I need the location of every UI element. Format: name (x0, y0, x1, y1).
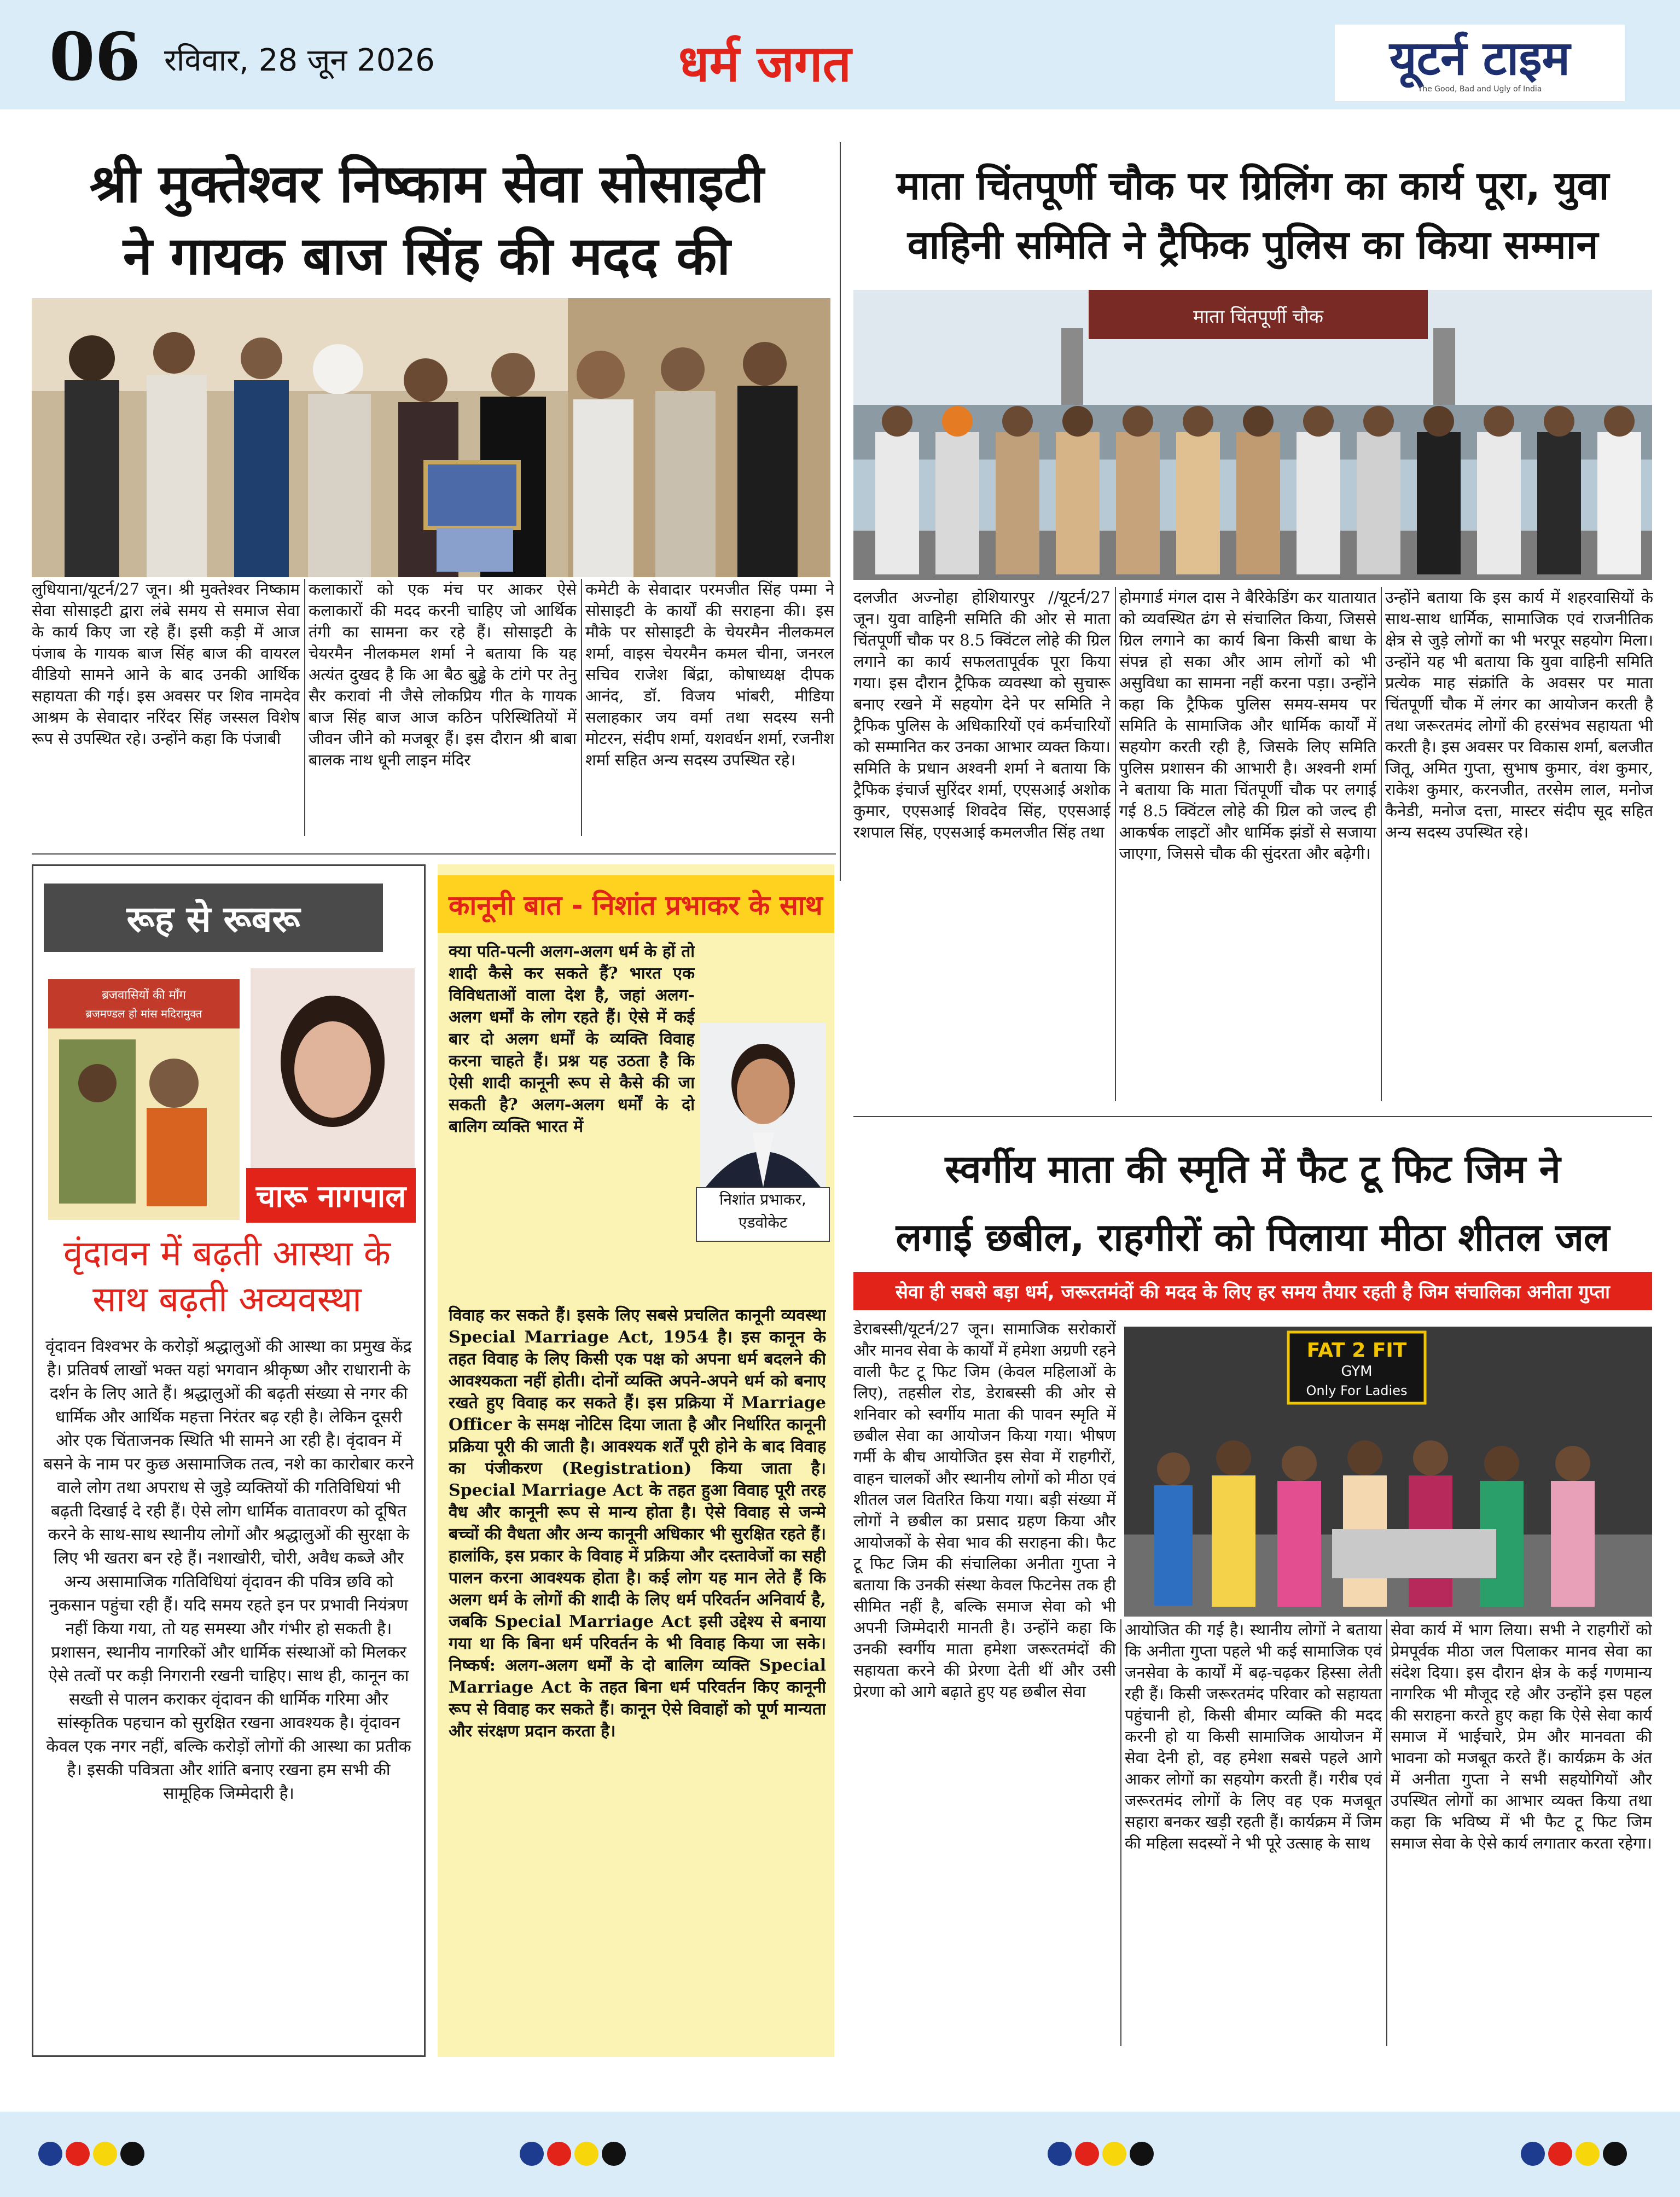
column-divider (304, 579, 305, 836)
law-column-label: कानूनी बात - निशांत प्रभाकर के साथ (438, 875, 834, 933)
yellow-dot (574, 2142, 598, 2166)
story1-headline (22, 148, 832, 292)
issue-date: रविवार, 28 जून 2026 (164, 43, 435, 78)
blue-dot (1521, 2142, 1545, 2166)
story2-headline-line2: वाहिनी समिति ने ट्रैफिक पुलिस का किया सम्मान (907, 222, 1598, 268)
photo-banner-text: माता चिंतपूर्णी चौक (1193, 306, 1323, 328)
black-dot (1603, 2142, 1627, 2166)
column-divider (1120, 1619, 1121, 2046)
red-dot (1548, 2142, 1572, 2166)
page-footer (0, 2112, 1680, 2197)
story1-col3: कमेटी के सेवादार परमजीत सिंह पम्मा ने सोसाइटी के कार्यों की सराहना की। इस मौके पर सोसाइटी के चेयरमैन नीलकमल शर्मा, वाइस चेयरमैन कमल चीना, जनरल सचिव राजेश बिंद्रा, कोषाध्यक्ष दीपक आनंद, डॉ. विजय भांबरी, मीडिया सलाहकार जय वर्मा तथा सदस्य सनी मोटरन, संदीप शर्मा, यशवर्धन शर्मा, रजनीश शर्मा सहित अन्य सदस्य उपस्थित रहे। (585, 580, 834, 769)
blue-dot (1048, 2142, 1072, 2166)
page-number: 06 (49, 19, 141, 96)
story2-col2: होमगार्ड मंगल दास ने बैरिकेडिंग कर यातायात को व्यवस्थित ढंग से संचालित किया, जिससे ग्रिल लगाने का कार्य बिना किसी बाधा के संपन्न हो सका और आम लोगों को भी असुविधा का सामना नहीं करना पड़ा। उन्होंने कहा कि ट्रैफिक पुलिस समय-समय पर समिति के सामाजिक और धार्मिक कार्यों में सहयोग करती रही है, जिसके लिए समिति पुलिस प्रशासन की आभारी है। अश्वनी शर्मा ने बताया कि माता चिंतपूर्णी चौक पर लगाई गई 8.5 क्विंटल लोहे की ग्रिल को जल्द ही आकर्षक लाइटों और धार्मिक झंडों से सजाया जाएगा, जिससे चौक की सुंदरता और बढ़ेगी। (1119, 588, 1376, 863)
column-divider (1381, 587, 1382, 1101)
column-divider (581, 579, 582, 836)
law-intro: क्या पति-पत्नी अलग-अलग धर्म के हों तो शादी कैसे कर सकते हैं? भारत एक विविधताओं वाला देश है, जहां अलग-अलग धर्मों के लोग रहते हैं। ऐसे में कई बार दो अलग धर्मों के व्यक्ति विवाह करना चाहते हैं। प्रश्न यह उठता है कि ऐसी शादी कानूनी रूप से कैसे की जा सकती है? अलग-अलग धर्मों के दो बालिग व्यक्ति भारत में (449, 942, 695, 1136)
color-marks-2 (520, 2142, 626, 2166)
blue-dot (38, 2142, 62, 2166)
story1-col2: कलाकारों को एक मंच पर आकर ऐसे कलाकारों की मदद करनी चाहिए जो आर्थिक तंगी का सामना कर रहे हैं। सोसाइटी के चेयरमैन नीलकमल शर्मा ने बताया कि यह अत्यंत दुखद है कि आ बैठ बुड्ढे के टांगे पर तेनु सैर करावां नी जैसे लोकप्रिय गीत के गायक बाज सिंह बाज आज कठिन परिस्थितियों में जीवन जीने को मजबूर हैं। इस दौरान श्री बाबा बालक नाथ धूनी लाइन मंदिर (309, 580, 577, 769)
logo-tagline: The Good, Bad and Ugly of India (1417, 85, 1542, 94)
color-marks-3 (1048, 2142, 1154, 2166)
column-divider (1115, 587, 1116, 1101)
story-divider (853, 1116, 1652, 1117)
story3-col1: डेराबस्सी/यूटर्न/27 जून। सामाजिक सरोकारों और मानव सेवा के कार्यों में हमेशा अग्रणी रहने वाली फैट टू फिट जिम (केवल महिलाओं के लिए), तहसील रोड, डेराबस्सी की ओर से शनिवार को स्वर्गीय माता की पावन स्मृति में छबील सेवा का आयोजन किया गया। भीषण गर्मी के बीच आयोजित इस सेवा में राहगीरों, वाहन चालकों और स्थानीय लोगों को मीठा एवं शीतल जल वितरित किया गया। बड़ी संख्या में लोगों ने छबील का प्रसाद ग्रहण किया और आयोजकों के सेवा भाव की सराहना की। फैट टू फिट जिम की संचालिका अनीता गुप्ता ने बताया कि उनकी संस्था केवल फिटनेस तक ही सीमित नहीं है, बल्कि समाज सेवा को भी अपनी जिम्मेदारी मानती है। उन्होंने कहा कि उनकी स्वर्गीय माता हमेशा जरूरतमंदों की सहायता करने की प्रेरणा देती थीं और उसी प्रेरणा को आगे बढ़ाते हुए यह छबील सेवा (853, 1320, 1116, 1701)
story3-headline-line1: स्वर्गीय माता की स्मृति में फैट टू फिट जिम ने (945, 1147, 1561, 1192)
yellow-dot (93, 2142, 117, 2166)
story3-photo (1124, 1327, 1652, 1617)
book-caption-line1: ब्रजवासियों की माँग (102, 989, 186, 1002)
advocate-photo (700, 1023, 826, 1187)
law-body: विवाह कर सकते हैं। इसके लिए सबसे प्रचलित कानूनी व्यवस्था Special Marriage Act, 1954 है। इस कानून के तहत विवाह के लिए किसी एक पक्ष को अपना धर्म बदलने की आवश्यकता नहीं होती। दोनों व्यक्ति अपने-अपने धर्म को बनाए रखते हुए विवाह कर सकते हैं। इस प्रक्रिया में Marriage Officer के समक्ष नोटिस दिया जाता है और निर्धारित कानूनी प्रक्रिया पूरी की जाती है। आवश्यक शर्तें पूरी होने के बाद विवाह का पंजीकरण (Registration) किया जाता है। Special Marriage Act के तहत हुआ विवाह पूरी तरह वैध और कानूनी रूप से मान्य होता है। ऐसे विवाह से जन्मे बच्चों की वैधता और अन्य कानूनी अधिकार भी सुरक्षित रहते हैं। हालांकि, इस प्रकार के विवाह में प्रक्रिया और दस्तावेजों का सही पालन करना आवश्यक होता है। कई लोग यह मान लेते हैं कि अलग धर्म के लोगों की शादी के लिए धर्म परिवर्तन अनिवार्य है, जबकि Special Marriage Act इसी उद्देश्य से बनाया गया था कि बिना धर्म परिवर्तन के भी विवाह किया जा सके। निष्कर्ष: अलग-अलग धर्मों के दो बालिग व्यक्ति Special Marriage Act के तहत बिना धर्म परिवर्तन किए कानूनी रूप से विवाह कर सकते हैं। कानून ऐसे विवाहों को पूर्ण मान्यता और संरक्षण प्रदान करता है। (449, 1306, 826, 1741)
newspaper-logo (1335, 25, 1625, 101)
color-marks-1 (38, 2142, 144, 2166)
blue-dot (520, 2142, 544, 2166)
black-dot (602, 2142, 626, 2166)
story2-headline (851, 156, 1655, 274)
rooh-column-label: रूह से रूबरू (44, 884, 383, 952)
column-divider (1386, 1619, 1387, 2046)
story2-headline-line1: माता चिंतपूर्णी चौक पर ग्रिलिंग का कार्य पूरा, युवा (896, 162, 1609, 208)
story2-col3: उन्होंने बताया कि इस कार्य में शहरवासियों के साथ-साथ धार्मिक, सामाजिक एवं राजनीतिक क्षेत्र से जुड़े लोगों का भी भरपूर सहयोग मिला। उन्होंने यह भी बताया कि युवा वाहिनी समिति प्रत्येक माह संक्रांति के अवसर पर माता चिंतपूर्णी चौक में लंगर का आयोजन करती है तथा जरूरतमंद लोगों की हरसंभव सहायता भी करती है। इस अवसर पर विकास शर्मा, बलजीत जितू, अमित गुप्ता, सुभाष कुमार, वंश कुमार, राकेश कुमार, करनजीत, तरसेम लाल, मनोज कैनेडी, मनोज दत्ता, मास्टर संदीप सूद सहित अन्य सदस्य उपस्थित रहे। (1385, 588, 1653, 841)
red-dot (66, 2142, 90, 2166)
story3-col3: सेवा कार्य में भाग लिया। सभी ने राहगीरों को प्रेमपूर्वक मीठा जल पिलाकर मानव सेवा का संदेश दिया। इस दौरान क्षेत्र के कई गणमान्य नागरिक भी मौजूद रहे और उन्होंने इस पहल की सराहना करते हुए कहा कि ऐसे सेवा कार्य समाज में भाईचारे, प्रेम और मानवता की भावना को मजबूत करते हैं। कार्यक्रम के अंत में अनीता गुप्ता ने सभी सहयोगियों और उपस्थित लोगों का आभार व्यक्त किया तथा कहा कि भविष्य में भी फैट टू फिट जिम समाज सेवा के ऐसे कार्य लगातार करता रहेगा। (1391, 1620, 1652, 1852)
story-divider (32, 853, 836, 855)
story1-photo (32, 298, 830, 577)
book-cover-image (48, 979, 240, 1220)
red-dot (547, 2142, 571, 2166)
section-title: धर्म जगत (678, 34, 852, 93)
story1-col1: लुधियाना/यूटर्न/27 जून। श्री मुक्तेश्वर निष्काम सेवा सोसाइटी द्वारा लंबे समय से समाज सेवा के कार्य किए जा रहे हैं। इसी कड़ी में आज पंजाब के गायक बाज सिंह बाज की वायरल वीडियो सामने आने के बाद उनकी आर्थिक सहायता की गई। इस अवसर पर शिव नामदेव आश्रम के सेवादार नरिंदर सिंह जस्सल विशेष रूप से उपस्थित रहे। उन्होंने कहा कि पंजाबी (32, 580, 300, 748)
story3-headline (851, 1135, 1655, 1272)
book-caption-line2: ब्रजमण्डल हो मांस मदिरामुक्त (85, 1007, 202, 1020)
advocate-title: एडवोकेट (739, 1213, 787, 1231)
yellow-dot (1576, 2142, 1600, 2166)
advocate-name: निशांत प्रभाकर, (719, 1190, 806, 1208)
gym-sign-gym: GYM (1341, 1363, 1373, 1380)
black-dot (1130, 2142, 1154, 2166)
story3-subhead: सेवा ही सबसे बड़ा धर्म, जरूरतमंदों की मदद के लिए हर समय तैयार रहती है जिम संचालिका अनीता गुप्ता (853, 1272, 1652, 1310)
rooh-headline-line2: साथ बढ़ती अव्यवस्था (92, 1280, 362, 1320)
story2-photo (853, 290, 1652, 580)
rooh-body: वृंदावन विश्वभर के करोड़ों श्रद्धालुओं की आस्था का प्रमुख केंद्र है। प्रतिवर्ष लाखों भक्त यहां भगवान श्रीकृष्ण और राधारानी के दर्शन के लिए आते हैं। श्रद्धालुओं की बढ़ती संख्या से नगर की धार्मिक और आर्थिक महत्ता निरंतर बढ़ रही है। लेकिन दूसरी ओर एक चिंताजनक स्थिति भी सामने आ रही है। वृंदावन में बसने के नाम पर कुछ असामाजिक तत्व, नशे का कारोबार करने वाले लोग तथा अपराध से जुड़े व्यक्तियों की गतिविधियां भी बढ़ती दिखाई दे रही हैं। ऐसे लोग धार्मिक वातावरण को दूषित करने के साथ-साथ स्थानीय लोगों और श्रद्धालुओं की सुरक्षा के लिए भी खतरा बन रहे हैं। नशाखोरी, चोरी, अवैध कब्जे और अन्य असामाजिक गतिविधियां वृंदावन की पवित्र छवि को नुकसान पहुंचा रही हैं। यदि समय रहते इन पर प्रभावी नियंत्रण नहीं किया गया, तो यह समस्या और गंभीर हो सकती है। प्रशासन, स्थानीय नागरिकों और धार्मिक संस्थाओं को मिलकर ऐसे तत्वों पर कड़ी निगरानी रखनी चाहिए। साथ ही, कानून का सख्ती से पालन कराकर वृंदावन की धार्मिक गरिमा और सांस्कृतिक पहचान को सुरक्षित रखना आवश्यक है। वृंदावन केवल एक नगर नहीं, बल्कि करोड़ों लोगों की आस्था का प्रतीक है। इसकी पवित्रता और शांति बनाए रखना हम सभी की सामूहिक जिम्मेदारी है। (43, 1337, 414, 1803)
story3-col2: आयोजित की गई है। स्थानीय लोगों ने बताया कि अनीता गुप्ता पहले भी कई सामाजिक एवं जनसेवा के कार्यों में बढ़-चढ़कर हिस्सा लेती रही हैं। किसी जरूरतमंद परिवार को सहायता पहुंचानी हो, किसी बीमार व्यक्ति की मदद करनी हो या किसी सामाजिक आयोजन में सेवा देनी हो, वह हमेशा सबसे पहले आगे आकर लोगों का सहयोग करती हैं। गरीब एवं जरूरतमंद लोगों के लिए वह एक मजबूत सहारा बनकर खड़ी रहती हैं। कार्यक्रम में जिम की महिला सदस्यों ने भी पूरे उत्साह के साथ (1125, 1620, 1382, 1852)
story2-col1: दलजीत अज्नोहा होशियारपुर //यूटर्न/27 जून। युवा वाहिनी समिति की ओर से माता चिंतपूर्णी चौक पर 8.5 क्विंटल लोहे की ग्रिल लगाने का कार्य सफलतापूर्वक पूरा किया गया। इस दौरान ट्रैफिक व्यवस्था को सुचारू बनाए रखने में सहयोग देने पर समिति ने ट्रैफिक पुलिस के अधिकारियों एवं कर्मचारियों को सम्मानित कर उनका आभार व्यक्त किया। समिति के प्रधान अश्वनी शर्मा ने बताया कि ट्रैफिक इंचार्ज सुरिंदर शर्मा, एएसआई अशोक कुमार, एएसआई शिवदेव सिंह, एएसआई रशपाल सिंह, एएसआई कमलजीत सिंह तथा (853, 588, 1111, 841)
story1-headline-line1: श्री मुक्तेश्वर निष्काम सेवा सोसाइटी (89, 153, 764, 214)
gym-sign-tag: Only For Ladies (1306, 1383, 1408, 1398)
rooh-headline-line1: वृंदावन में बढ़ती आस्था के (63, 1234, 391, 1274)
story1-headline-line2: ने गायक बाज सिंह की मदद की (123, 225, 731, 287)
author-name-tag: चारू नागपाल (246, 1168, 416, 1223)
red-dot (1075, 2142, 1099, 2166)
yellow-dot (1102, 2142, 1126, 2166)
color-marks-4 (1521, 2142, 1627, 2166)
story3-headline-line2: लगाई छबील, राहगीरों को पिलाया मीठा शीतल जल (896, 1215, 1610, 1260)
page-divider (840, 142, 841, 881)
rooh-headline (38, 1231, 416, 1323)
advocate-caption (696, 1187, 830, 1242)
logo-name: यूटर्न टाइम (1389, 31, 1571, 86)
black-dot (120, 2142, 144, 2166)
gym-sign-name: FAT 2 FIT (1306, 1339, 1407, 1362)
